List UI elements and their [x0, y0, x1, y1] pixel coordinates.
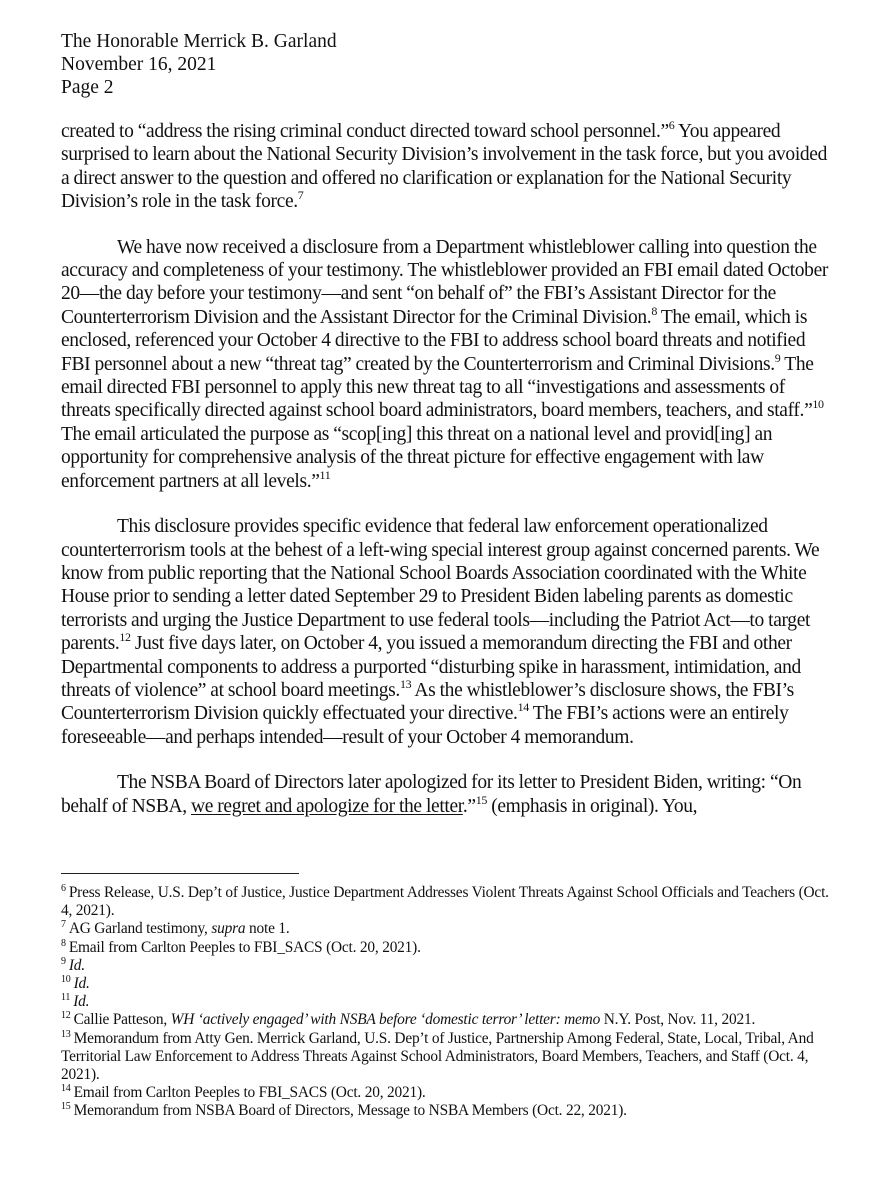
body-paragraph [61, 515, 831, 749]
body-paragraph [61, 236, 831, 493]
body-paragraph [61, 771, 831, 818]
text-run: The email articulated the purpose as “scop[ing] this threat on a national level and provid[ing] an opportunity for comprehensive analysis of the threat picture for effective engagement with law enforcement partners at all levels.” [61, 423, 773, 492]
text-run: Memorandum from NSBA Board of Directors, Message to NSBA Members (Oct. 22, 2021). [73, 1102, 627, 1120]
letter-body [61, 120, 831, 840]
footnote-number: 13 [61, 1028, 71, 1040]
date-line: November 16, 2021 [61, 54, 217, 75]
footnotes-section [61, 884, 831, 1121]
footnote-number: 9 [61, 955, 66, 967]
text-run: N.Y. Post, Nov. 11, 2021. [600, 1011, 756, 1029]
text-run: created to “address the rising criminal conduct directed toward school personnel.” [61, 121, 669, 142]
footnote-reference: 14 [517, 700, 529, 715]
footnote-reference: 11 [319, 467, 331, 482]
footnote-reference: 7 [297, 188, 304, 203]
text-run: The email directed FBI personnel to apply this new threat tag to all “investigations and assessments of threats specifically directed against school board administrators, board members, teachers, and staff.” [61, 353, 814, 422]
text-run: AG Garland testimony, [68, 920, 212, 938]
text-run: You appeared surprised to learn about the National Security Division’s involvement in the task force, but you avoided a direct answer to the question and offered no clarification or explanation for the National Security Division’s role in the task force. [61, 121, 828, 213]
text-run: The email, which is enclosed, referenced your October 4 directive to the FBI to address school board threats and notified FBI personnel about a new “threat tag” created by the Counterterrorism and Criminal Divisions. [61, 306, 808, 375]
footnote-number: 12 [61, 1010, 71, 1022]
page-number: Page 2 [61, 77, 114, 98]
footnote-reference: 8 [651, 303, 657, 318]
underlined-emphasis: we regret and apologize for the letter [190, 795, 463, 817]
footnote-7 [61, 920, 831, 938]
footnote-reference: 6 [668, 118, 675, 132]
footnote-6 [61, 884, 831, 920]
text-run: .” [462, 795, 476, 817]
recipient-line: The Honorable Merrick B. Garland [61, 31, 337, 52]
italic-text: WH ‘actively engaged’ with NSBA before ‘domestic terror’ letter: memo [170, 1011, 601, 1029]
text-run: Press Release, U.S. Dep’t of Justice, Justice Department Addresses Violent Threats Against School Officials and Teachers (Oct. 4, 2021). [61, 884, 829, 920]
footnote-15 [61, 1102, 831, 1120]
italic-text: supra [211, 920, 246, 938]
footnote-number: 14 [61, 1083, 71, 1095]
body-paragraph [61, 120, 831, 214]
text-run: The FBI’s actions were an entirely foreseeable—and perhaps intended—result of your October 4 memorandum. [61, 703, 789, 748]
footnote-number: 11 [61, 992, 71, 1004]
footnote-11 [61, 993, 831, 1011]
text-run: This disclosure provides specific evidence that federal law enforcement operationalized counterterrorism tools at the behest of a left-wing special interest group against concerned parents. We know from public reporting that the National School Boards Association coordinated with the White House prior to sending a letter dated September 29 to President Biden labeling parents as domestic terrorists and urging the Justice Department to use federal tools—including the Patriot Act—to target parents. [61, 516, 820, 655]
text-run: Memorandum from Atty Gen. Merrick Garland, U.S. Dep’t of Justice, Partnership Among Federal, State, Local, Tribal, And Territorial Law Enforcement to Address Threats Against School Administrators, Board Members, Teachers, and Staff (Oct. 4, 2021). [61, 1029, 814, 1084]
footnote-number: 6 [61, 883, 66, 894]
italic-text: Id. [68, 956, 85, 974]
footnote-reference: 12 [119, 630, 131, 645]
footnote-divider [61, 873, 299, 874]
text-run: note 1. [245, 920, 290, 938]
text-run: As the whistleblower’s disclosure shows, the FBI’s Counterterrorism Division quickly effectuated your directive. [61, 679, 794, 725]
letter-header [61, 30, 337, 99]
footnote-reference: 9 [774, 350, 781, 365]
text-run: We have now received a disclosure from a Department whistleblower calling into question the accuracy and completeness of your testimony. The whistleblower provided an FBI email dated October 20—the day before your testimony—and sent “on behalf of” the FBI’s Assistant Director for the Counterterrorism Division and the Assistant Director for the Criminal Division. [61, 236, 829, 328]
text-run: Just five days later, on October 4, you issued a memorandum directing the FBI and other Departmental components to address a purported “disturbing spike in harassment, intimidation, and threats of violence” at school board meetings. [61, 633, 801, 701]
footnote-12 [61, 1011, 831, 1029]
footnote-8 [61, 939, 831, 957]
italic-text: Id. [73, 975, 90, 993]
footnote-13 [61, 1030, 831, 1085]
footnote-reference: 15 [475, 792, 487, 807]
footnote-number: 10 [61, 974, 71, 986]
footnote-number: 7 [61, 919, 66, 931]
footnote-9 [61, 957, 831, 975]
footnote-number: 15 [61, 1101, 71, 1113]
footnote-number: 8 [61, 937, 66, 949]
text-run: Email from Carlton Peeples to FBI_SACS (Oct. 20, 2021). [68, 938, 421, 956]
text-run: Callie Patteson, [73, 1011, 171, 1029]
footnote-14 [61, 1084, 831, 1102]
footnote-reference: 13 [399, 676, 412, 691]
text-run: (emphasis in original). You, [487, 795, 698, 817]
text-run: Email from Carlton Peeples to FBI_SACS (Oct. 20, 2021). [73, 1084, 426, 1102]
footnote-10 [61, 975, 831, 993]
italic-text: Id. [73, 993, 90, 1011]
text-run: The NSBA Board of Directors later apologized for its letter to President Biden, writing: “On behalf of NSBA, [61, 772, 802, 817]
footnote-reference: 10 [812, 397, 824, 412]
